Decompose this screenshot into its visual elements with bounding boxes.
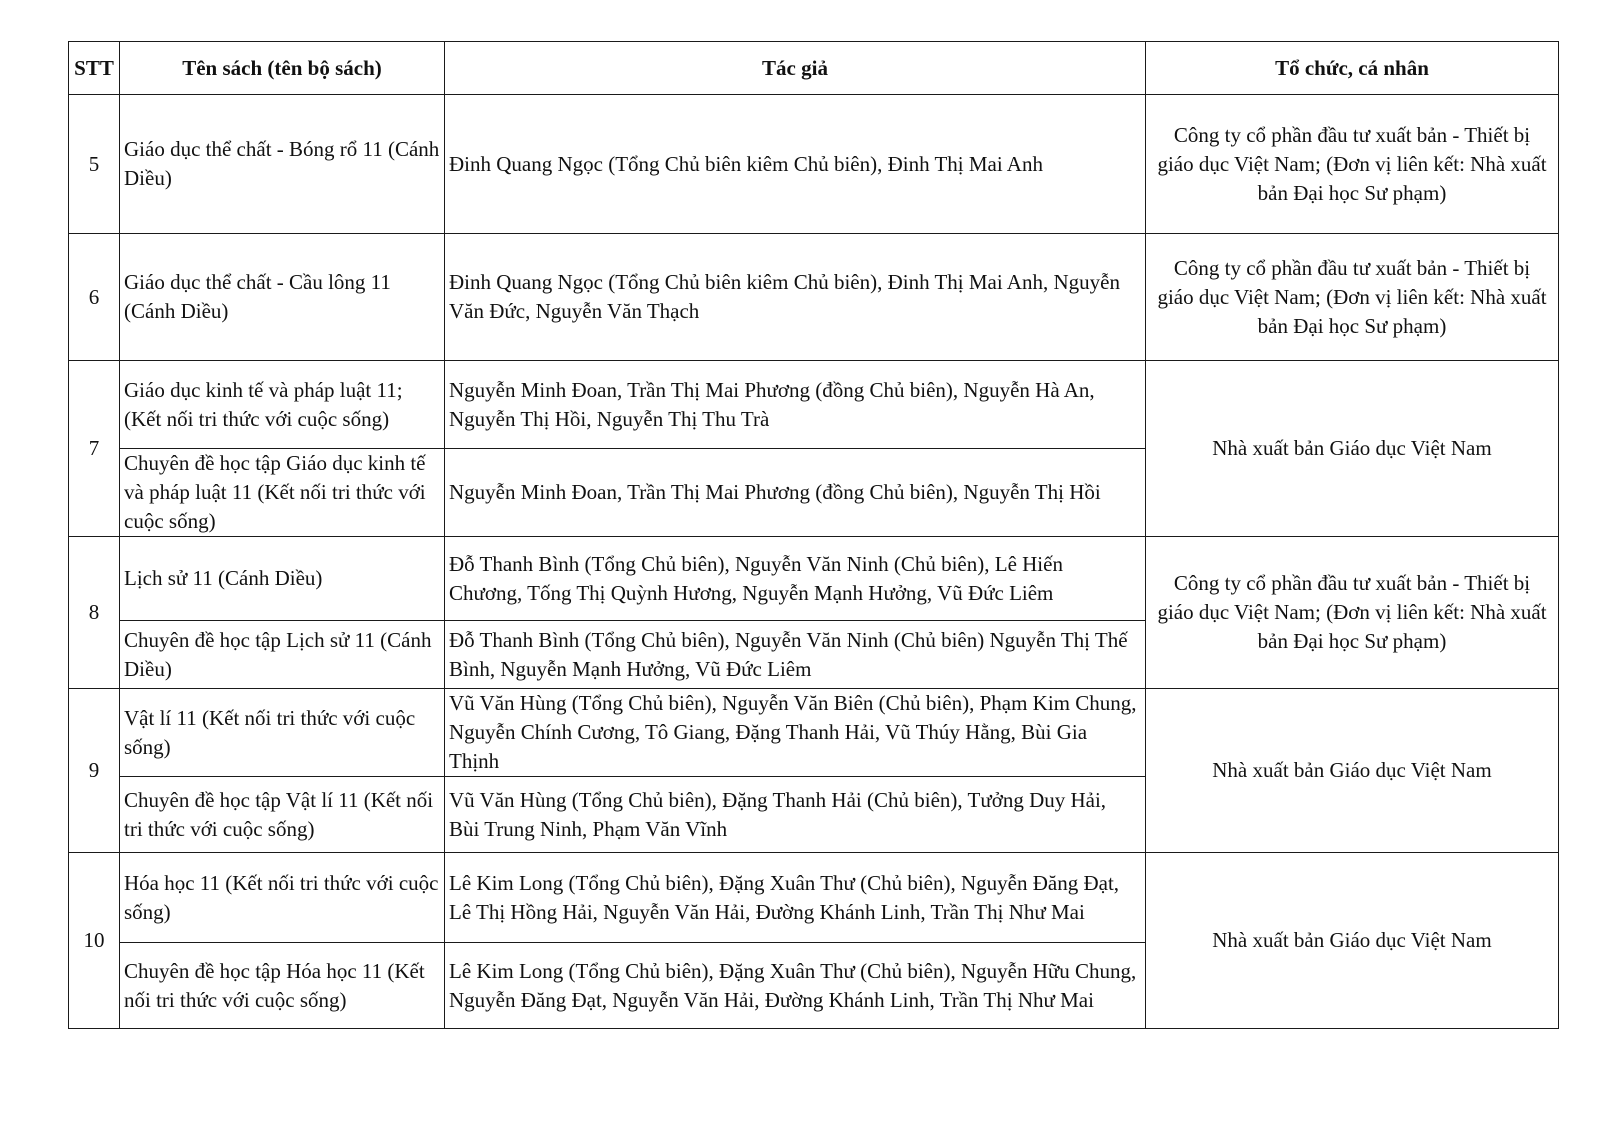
book-author: Lê Kim Long (Tổng Chủ biên), Đặng Xuân Thư (Chủ biên), Nguyễn Hữu Chung, Nguyễn Đăng Đạt, Nguyễn Văn Hải, Đường Khánh Linh, Trần Thị Như Mai [445,943,1146,1029]
book-organization: Công ty cổ phần đầu tư xuất bản - Thiết bị giáo dục Việt Nam; (Đơn vị liên kết: Nhà xuất bản Đại học Sư phạm) [1146,95,1559,234]
table-row [69,537,1559,621]
header-author: Tác giả [445,42,1146,95]
header-book-name: Tên sách (tên bộ sách) [120,42,445,95]
header-stt: STT [69,42,120,95]
book-author: Vũ Văn Hùng (Tổng Chủ biên), Đặng Thanh Hải (Chủ biên), Tưởng Duy Hải, Bùi Trung Ninh, Phạm Văn Vĩnh [445,777,1146,853]
book-organization: Công ty cổ phần đầu tư xuất bản - Thiết bị giáo dục Việt Nam; (Đơn vị liên kết: Nhà xuất bản Đại học Sư phạm) [1146,234,1559,361]
row-stt: 7 [69,361,120,537]
book-author: Đỗ Thanh Bình (Tổng Chủ biên), Nguyễn Văn Ninh (Chủ biên), Lê Hiến Chương, Tống Thị Quỳnh Hương, Nguyễn Mạnh Hưởng, Vũ Đức Liêm [445,537,1146,621]
table-row [69,95,1559,234]
book-organization: Nhà xuất bản Giáo dục Việt Nam [1146,361,1559,537]
book-name: Giáo dục thể chất - Bóng rổ 11 (Cánh Diều) [120,95,445,234]
book-author: Vũ Văn Hùng (Tổng Chủ biên), Nguyễn Văn Biên (Chủ biên), Phạm Kim Chung, Nguyễn Chính Cương, Tô Giang, Đặng Thanh Hải, Vũ Thúy Hằng, Bùi Gia Thịnh [445,689,1146,777]
book-name: Chuyên đề học tập Giáo dục kinh tế và pháp luật 11 (Kết nối tri thức với cuộc sống) [120,449,445,537]
book-name: Giáo dục thể chất - Cầu lông 11 (Cánh Diều) [120,234,445,361]
book-organization: Công ty cổ phần đầu tư xuất bản - Thiết bị giáo dục Việt Nam; (Đơn vị liên kết: Nhà xuất bản Đại học Sư phạm) [1146,537,1559,689]
table-header-row [69,42,1559,95]
book-name: Chuyên đề học tập Lịch sử 11 (Cánh Diều) [120,621,445,689]
table-row [69,361,1559,449]
textbook-table [68,41,1559,1029]
book-name: Giáo dục kinh tế và pháp luật 11; (Kết nối tri thức với cuộc sống) [120,361,445,449]
row-stt: 8 [69,537,120,689]
book-name: Chuyên đề học tập Vật lí 11 (Kết nối tri thức với cuộc sống) [120,777,445,853]
book-name: Chuyên đề học tập Hóa học 11 (Kết nối tri thức với cuộc sống) [120,943,445,1029]
book-name: Vật lí 11 (Kết nối tri thức với cuộc sống) [120,689,445,777]
book-name: Hóa học 11 (Kết nối tri thức với cuộc sống) [120,853,445,943]
book-organization: Nhà xuất bản Giáo dục Việt Nam [1146,689,1559,853]
header-organization: Tổ chức, cá nhân [1146,42,1559,95]
book-author: Đỗ Thanh Bình (Tổng Chủ biên), Nguyễn Văn Ninh (Chủ biên) Nguyễn Thị Thế Bình, Nguyễn Mạnh Hưởng, Vũ Đức Liêm [445,621,1146,689]
book-author: Đinh Quang Ngọc (Tổng Chủ biên kiêm Chủ biên), Đinh Thị Mai Anh [445,95,1146,234]
table-row [69,234,1559,361]
row-stt: 5 [69,95,120,234]
row-stt: 6 [69,234,120,361]
table-row [69,689,1559,777]
book-author: Lê Kim Long (Tổng Chủ biên), Đặng Xuân Thư (Chủ biên), Nguyễn Đăng Đạt, Lê Thị Hồng Hải, Nguyễn Văn Hải, Đường Khánh Linh, Trần Thị Như Mai [445,853,1146,943]
row-stt: 10 [69,853,120,1029]
book-author: Nguyễn Minh Đoan, Trần Thị Mai Phương (đồng Chủ biên), Nguyễn Thị Hồi [445,449,1146,537]
table-row [69,853,1559,943]
book-author: Nguyễn Minh Đoan, Trần Thị Mai Phương (đồng Chủ biên), Nguyễn Hà An, Nguyễn Thị Hồi, Nguyễn Thị Thu Trà [445,361,1146,449]
book-name: Lịch sử 11 (Cánh Diều) [120,537,445,621]
book-organization: Nhà xuất bản Giáo dục Việt Nam [1146,853,1559,1029]
book-author: Đinh Quang Ngọc (Tổng Chủ biên kiêm Chủ biên), Đinh Thị Mai Anh, Nguyễn Văn Đức, Nguyễn Văn Thạch [445,234,1146,361]
row-stt: 9 [69,689,120,853]
